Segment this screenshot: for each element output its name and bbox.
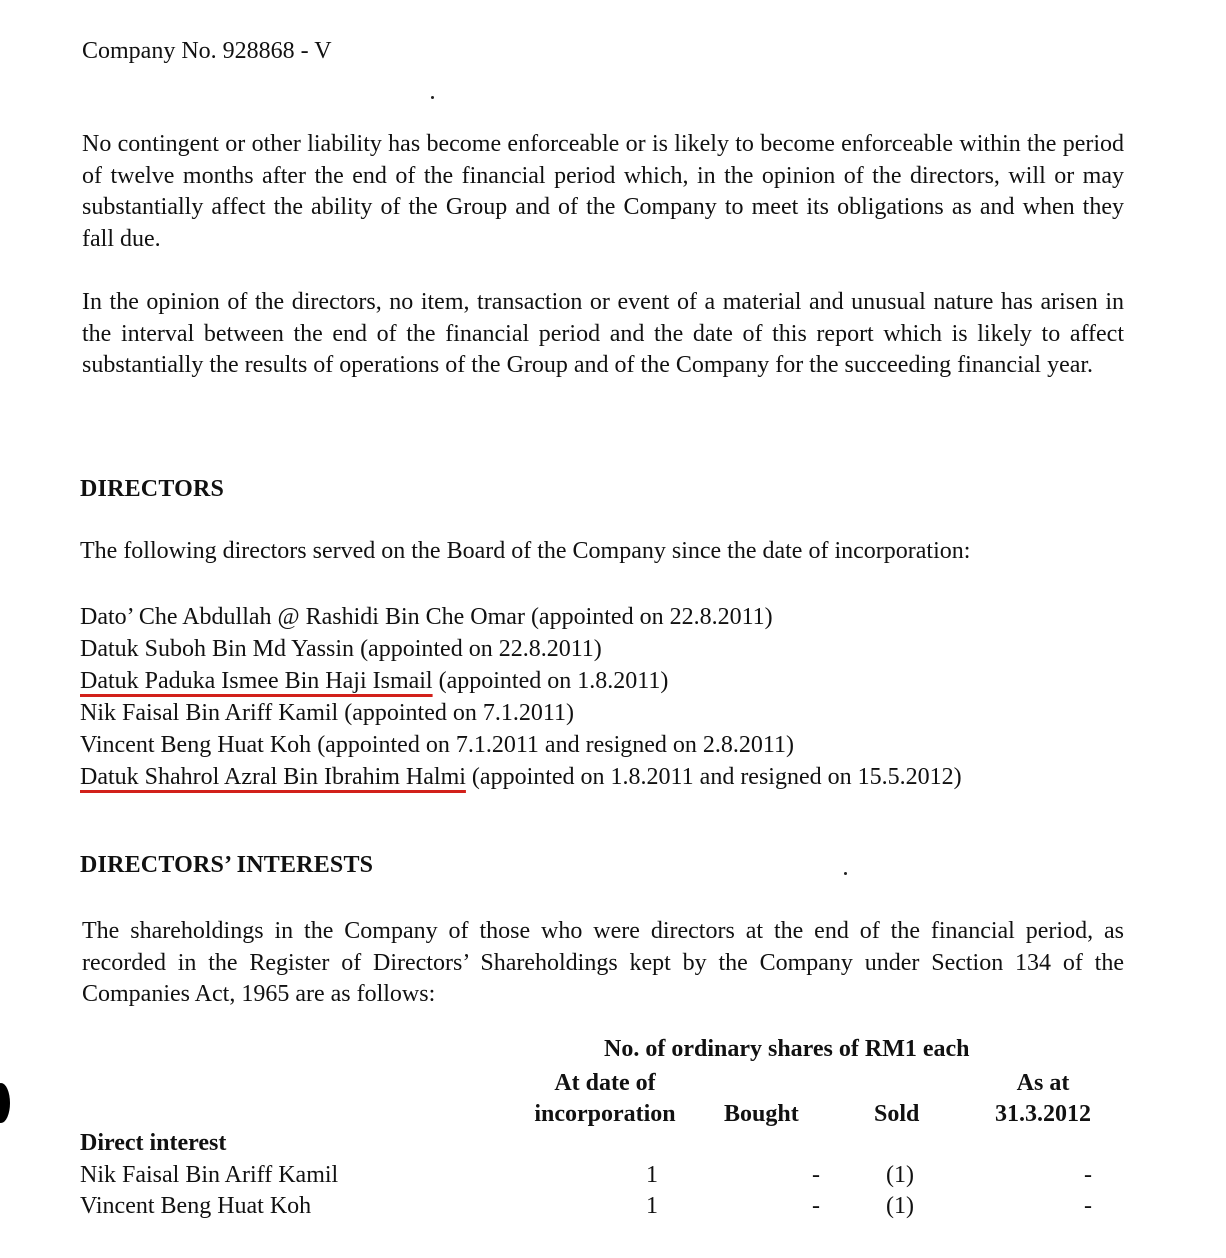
group-label: Direct interest xyxy=(80,1130,227,1156)
director-note: (appointed on 7.1.2011 and resigned on 2.8.2011) xyxy=(311,732,794,758)
col-header-line: 31.3.2012 xyxy=(995,1101,1091,1127)
director-item xyxy=(80,729,962,761)
cell-sold: (1) xyxy=(886,1193,914,1219)
director-name: Datuk Suboh Bin Md Yassin xyxy=(80,636,355,662)
director-item xyxy=(80,761,962,793)
cell-name: Nik Faisal Bin Ariff Kamil xyxy=(80,1162,339,1188)
director-note: (appointed on 22.8.2011) xyxy=(524,604,773,630)
col-header-bought: Bought xyxy=(724,1101,799,1127)
col-header-line: incorporation xyxy=(534,1101,676,1127)
cell-sold: (1) xyxy=(886,1162,914,1188)
directors-interests-heading: DIRECTORS’ INTERESTS xyxy=(80,852,374,878)
director-note: (appointed on 1.8.2011 and resigned on 15.5.2012) xyxy=(465,764,962,790)
cell-as-at: - xyxy=(1084,1193,1092,1219)
col-header-sold: Sold xyxy=(874,1101,920,1127)
director-item xyxy=(80,697,962,729)
table-row xyxy=(0,1162,1226,1193)
director-note: (appointed on 1.8.2011) xyxy=(432,668,669,694)
cell-as-at: - xyxy=(1084,1162,1092,1188)
table-main-header: No. of ordinary shares of RM1 each xyxy=(604,1036,970,1062)
director-item xyxy=(80,633,962,665)
scan-speck xyxy=(431,96,434,99)
cell-incorporation: 1 xyxy=(646,1162,658,1188)
cell-bought: - xyxy=(812,1193,820,1219)
cell-bought: - xyxy=(812,1162,820,1188)
director-name: Nik Faisal Bin Ariff Kamil xyxy=(80,700,339,726)
directors-intro: The following directors served on the Board of the Company since the date of incorporation: xyxy=(80,538,971,564)
director-note: (appointed on 7.1.2011) xyxy=(338,700,574,726)
director-item xyxy=(80,601,962,633)
director-item xyxy=(80,665,962,697)
col-header-line: At date of xyxy=(554,1070,656,1096)
table-row xyxy=(0,1193,1226,1224)
cell-incorporation: 1 xyxy=(646,1193,658,1219)
director-name-underlined: Datuk Shahrol Azral Bin Ibrahim Halmi xyxy=(80,764,466,790)
col-header-line: As at xyxy=(1016,1070,1070,1096)
directors-heading: DIRECTORS xyxy=(80,476,225,502)
liability-paragraph: No contingent or other liability has become enforceable or is likely to become enforceable within the period of twelve months after the end of the financial period which, in the opinion of the directors, will or may substantially affect the ability of the Group and of the Company to meet its obligations as and when they fall due. xyxy=(82,131,1124,252)
scan-edge-mark xyxy=(0,1083,10,1123)
col-header-as-at xyxy=(980,1068,1106,1130)
cell-name: Vincent Beng Huat Koh xyxy=(80,1193,312,1219)
director-note: (appointed on 22.8.2011) xyxy=(354,636,602,662)
director-name: Dato’ Che Abdullah @ Rashidi Bin Che Omar xyxy=(80,604,525,630)
col-header-incorporation xyxy=(520,1068,690,1130)
company-number: Company No. 928868 - V xyxy=(82,38,332,64)
directors-list xyxy=(80,601,962,793)
scan-speck xyxy=(844,872,847,875)
interests-intro: The shareholdings in the Company of those who were directors at the end of the financial period, as recorded in the Register of Directors’ Shareholdings kept by the Company under Section 134 of the Companies Act, 1965 are as follows: xyxy=(82,918,1124,1007)
director-name: Vincent Beng Huat Koh xyxy=(80,732,312,758)
opinion-paragraph: In the opinion of the directors, no item, transaction or event of a material and unusual nature has arisen in the interval between the end of the financial period and the date of this report which is likely to affect substantially the results of operations of the Group and of the Company for the succeeding financial year. xyxy=(82,289,1124,378)
director-name-underlined: Datuk Paduka Ismee Bin Haji Ismail xyxy=(80,668,433,694)
